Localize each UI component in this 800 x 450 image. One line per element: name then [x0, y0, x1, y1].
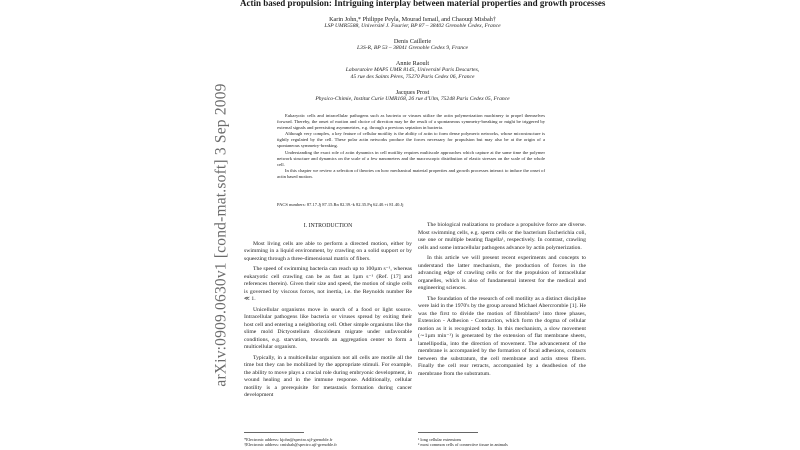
footnote: *Electronic address: kjohn@spectro.ujf-grenoble.fr — [244, 437, 333, 442]
affiliation-line: L3S-R, BP 53 – 38041 Grenoble Cedex 9, France — [357, 45, 468, 51]
abstract-paragraph: Understanding the exact role of actin dynamics in cell motility requires multiscale approaches which capture at the same time the polymer network structure and dynamics on the scale of a few nanometers and the macroscopic distribution of elastic stresses on the scale of the whole cell. — [277, 149, 545, 167]
pacs-numbers: PACS numbers: 87.17.Jj 87.15.Rn 82.39.-k 82.35.Pq 62.40.+i 81.40.Jj — [277, 202, 404, 207]
affiliation-line: 45 rue des Saints Pères, 75270 Paris Cedex 06, France — [350, 74, 475, 80]
paper-title: Actin based propulsion: Intriguing interplay between material properties and growth processes — [240, 0, 606, 8]
right-column — [418, 222, 586, 381]
body-paragraph: The foundation of the research of cell motility as a distinct discipline were laid in the 1970's by the group around Michael Abercrombie [1]. He was the first to divide the motion of fibroblasts² into three phases, Extension - Adhesion - Contraction, which form the dogma of cellular motion as it is recognized today. In this mechanism, a slow movement (∼1µm min⁻¹) is generated by the extension of flat membrane sheets, lamellipodia, into the direction of movement. The advancement of the membrane is accompanied by the formation of focal adhesions, contacts between the substratum, the cell membrane and actin stress fibers. Finally the cell rear retracts, accompanied by a deadhesion of the membrane from the substratum. — [418, 295, 586, 377]
footnotes-right — [418, 432, 508, 448]
author-names: Denis Caillerie — [393, 38, 432, 45]
paper-header — [240, 0, 606, 103]
author-names: Karin John,* Philippe Peyla, Mourad Ismail, and Chaouqi Misbah† — [329, 16, 496, 23]
footnotes-left — [244, 432, 337, 448]
body-paragraph: Unicellular organisms move in search of a food or light source. Intracellular pathogens like bacteria or viruses spread by exiting their host cell and entering a neighboring cell. Other simple organisms like the slime mold Dictyostelium discoideum migrate under unfavorable conditions, e.g. starvation, towards an aggregation center to form a multicellular organism. — [244, 306, 412, 350]
arxiv-stamp-text: arXiv:0909.0630v1 [cond-mat.soft] 3 Sep 2009 — [213, 83, 231, 387]
footnote: ¹ long cellular extensions — [418, 437, 462, 442]
author-names: Annie Raoult — [395, 60, 430, 67]
abstract-paragraph: Although very complex, a key feature of cellular motility is the ability of actin to form dense polymeric networks, whose microstructure is tightly regulated by the cell. These polar actin networks produce the forces necessary for propulsion but may also be at the origin of a spontaneous symmetry-breaking. — [277, 131, 545, 149]
section-heading: I. INTRODUCTION — [303, 223, 353, 229]
footnote: †Electronic address: cmisbah@spectro.ujf-grenoble.fr — [244, 442, 337, 448]
body-paragraph: The biological realizations to produce a propulsive force are diverse. Most swimming cells, e.g. sperm cells or the bacterium Escherichia coli, use one or multiple beating flagella¹, respectively. In contrast, crawling cells and some intracellular pathogens advance by actin polymerization. — [418, 222, 586, 251]
footnote: ² most common cells of connective tissue in animals — [418, 442, 508, 448]
affiliation-line: Physico-Chimie, Institut Curie UMR168, 26 rue d'Ulm, 75248 Paris Cedex 05, France — [315, 96, 510, 102]
left-column — [244, 222, 412, 403]
author-names: Jacques Prost — [395, 89, 430, 96]
abstract-paragraph: Eukaryotic cells and intracellular pathogens such as bacteria or viruses utilize the actin polymerization machinery to propel themselves forward. Thereby, the onset of motion and choice of direction may be the result of a spontaneous symmetry-breaking or might be triggered by external signals and preexisting asymmetries, e.g. through a previous septation in bacteria. — [277, 113, 545, 131]
body-paragraph: Most living cells are able to perform a directed motion, either by swimming in a liquid environment, by crawling on a solid support or by squeezing through a three-dimensional matrix of fibers. — [244, 240, 412, 262]
abstract — [277, 113, 545, 180]
author-block — [240, 38, 585, 52]
author-block — [240, 16, 585, 30]
affiliation-line: Laboratoire MAP5 UMR 8145, Université Paris Descartes, — [345, 67, 480, 73]
author-block — [240, 60, 585, 81]
abstract-paragraph: In this chapter we review a selection of theories on how mechanical material properties and growth processes interact to induce the onset of actin based motion. — [277, 167, 545, 179]
author-block — [240, 89, 585, 103]
body-paragraph: Typically, in a multicellular organism not all cells are motile all the time but they can be mobilized by the appropriate stimuli. For example, the ability to move plays a crucial role during embryonic development, in wound healing and in the immune response. Additionally, cellular motility is a prerequisite for metastasis formation during cancer development — [244, 354, 412, 398]
body-paragraph: The speed of swimming bacteria can reach up to 100µm s⁻¹, whereas eukaryotic cell crawling can be as fast as 1µm s⁻¹ (Ref. [17] and references therein). Given their size and speed, the motion of single cells is governed by viscous forces, not inertia, i.e. the Reynolds number Re ≪ 1. — [244, 266, 412, 302]
arxiv-stamp — [207, 80, 237, 390]
affiliation-line: LSP UMR5588, Université J. Fourier, BP 87 – 38402 Grenoble Cedex, France — [324, 23, 501, 29]
body-paragraph: In this article we will present recent experiments and concepts to understand the latter mechanism, the production of forces in the advancing edge of crawling cells or for the propulsion of intracellular organelles, which is also of fundamental interest for the medical and engineering sciences. — [418, 255, 586, 291]
